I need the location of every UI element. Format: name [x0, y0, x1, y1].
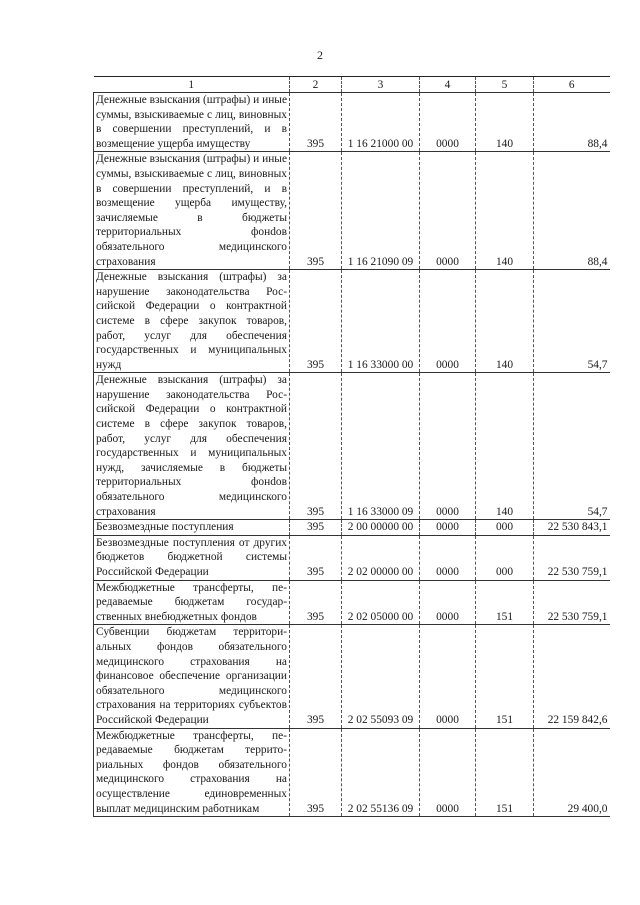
row-budget-code: 2 02 55136 09	[342, 728, 420, 817]
table-row	[94, 93, 610, 152]
row-program-code: 0000	[420, 520, 476, 536]
row-name: Денежные взыскания (штрафы) за нарушение законодательства Российской Федерации о контрактной системе в сфере закупок товаров, работ, услуг для обеспечения государственных и муниципальных нужд	[94, 270, 290, 373]
row-budget-code: 2 02 05000 00	[342, 580, 420, 625]
table-row	[94, 580, 610, 625]
table-row	[94, 270, 610, 373]
row-name: Денежные взыскания (штрафы) и иные суммы, взыскиваемые с лиц, виновных в совершении преступлений, и в возмещение ущерба имуществу	[94, 93, 290, 152]
row-program-code: 0000	[420, 728, 476, 817]
column-header-4: 4	[420, 77, 476, 93]
row-amount: 22 530 843,1	[534, 520, 610, 536]
column-header-6: 6	[534, 77, 610, 93]
page-number: 2	[317, 48, 323, 62]
row-admin-code: 395	[290, 520, 342, 536]
row-kosgu-code: 140	[476, 152, 534, 270]
table-header-row	[94, 77, 610, 93]
row-kosgu-code: 000	[476, 535, 534, 580]
column-header-3: 3	[342, 77, 420, 93]
row-admin-code: 395	[290, 728, 342, 817]
table-row	[94, 535, 610, 580]
row-kosgu-code: 140	[476, 93, 534, 152]
row-amount: 22 530 759,1	[534, 580, 610, 625]
row-kosgu-code: 151	[476, 625, 534, 728]
table-row	[94, 373, 610, 520]
column-header-5: 5	[476, 77, 534, 93]
row-admin-code: 395	[290, 270, 342, 373]
row-admin-code: 395	[290, 93, 342, 152]
row-program-code: 0000	[420, 93, 476, 152]
row-name: Безвозмездные поступления	[94, 520, 290, 536]
table-row	[94, 520, 610, 536]
row-amount: 22 159 842,6	[534, 625, 610, 728]
row-kosgu-code: 140	[476, 373, 534, 520]
row-program-code: 0000	[420, 270, 476, 373]
row-name: Денежные взыскания (штрафы) и иные суммы, взыскиваемые с лиц, виновных в совершении преступлений, и в возмещение ущерба имуществу, зачисляемые в бюджеты территориальных фонdов обязательного медицинского страхования	[94, 152, 290, 270]
row-name: Межбюджетные трансферты, передаваемые бюджетам территориальных фондов обязательного медицинского страхования на осуществление единовременных выплат медицинским работникам	[94, 728, 290, 817]
row-name: Денежные взыскания (штрафы) за нарушение законодательства Российской Федерации о контрактной системе в сфере закупок товаров, работ, услуг для обеспечения государственных и муниципальных нужд, зачисляемые в бюджеты территориальных фонdов обязательного медицинского страхования	[94, 373, 290, 520]
row-budget-code: 1 16 21090 09	[342, 152, 420, 270]
row-program-code: 0000	[420, 625, 476, 728]
row-amount: 22 530 759,1	[534, 535, 610, 580]
row-admin-code: 395	[290, 580, 342, 625]
row-program-code: 0000	[420, 373, 476, 520]
row-budget-code: 2 02 00000 00	[342, 535, 420, 580]
row-admin-code: 395	[290, 373, 342, 520]
budget-revenue-table	[93, 76, 610, 817]
row-program-code: 0000	[420, 580, 476, 625]
row-name: Безвозмездные поступления от других бюджетов бюджетной системы Российской Федерации	[94, 535, 290, 580]
row-name: Межбюджетные трансферты, передаваемые бюджетам государственных внебюджетных фондов	[94, 580, 290, 625]
row-amount: 29 400,0	[534, 728, 610, 817]
row-admin-code: 395	[290, 152, 342, 270]
row-budget-code: 2 02 55093 09	[342, 625, 420, 728]
row-program-code: 0000	[420, 535, 476, 580]
row-budget-code: 1 16 21000 00	[342, 93, 420, 152]
row-amount: 88,4	[534, 152, 610, 270]
row-budget-code: 1 16 33000 00	[342, 270, 420, 373]
column-header-1: 1	[94, 77, 290, 93]
row-budget-code: 1 16 33000 09	[342, 373, 420, 520]
row-amount: 54,7	[534, 373, 610, 520]
row-program-code: 0000	[420, 152, 476, 270]
row-kosgu-code: 151	[476, 580, 534, 625]
table-row	[94, 625, 610, 728]
row-kosgu-code: 140	[476, 270, 534, 373]
row-name: Субвенции бюджетам территориальных фондов обязательного медицинского страхования на финансовое обеспечение организации обязательного медицинского страхования на территориях субъектов Российской Федерации	[94, 625, 290, 728]
column-header-2: 2	[290, 77, 342, 93]
row-kosgu-code: 000	[476, 520, 534, 536]
row-kosgu-code: 151	[476, 728, 534, 817]
table-row	[94, 728, 610, 817]
row-admin-code: 395	[290, 625, 342, 728]
table-row	[94, 152, 610, 270]
row-amount: 88,4	[534, 93, 610, 152]
row-amount: 54,7	[534, 270, 610, 373]
row-admin-code: 395	[290, 535, 342, 580]
row-budget-code: 2 00 00000 00	[342, 520, 420, 536]
